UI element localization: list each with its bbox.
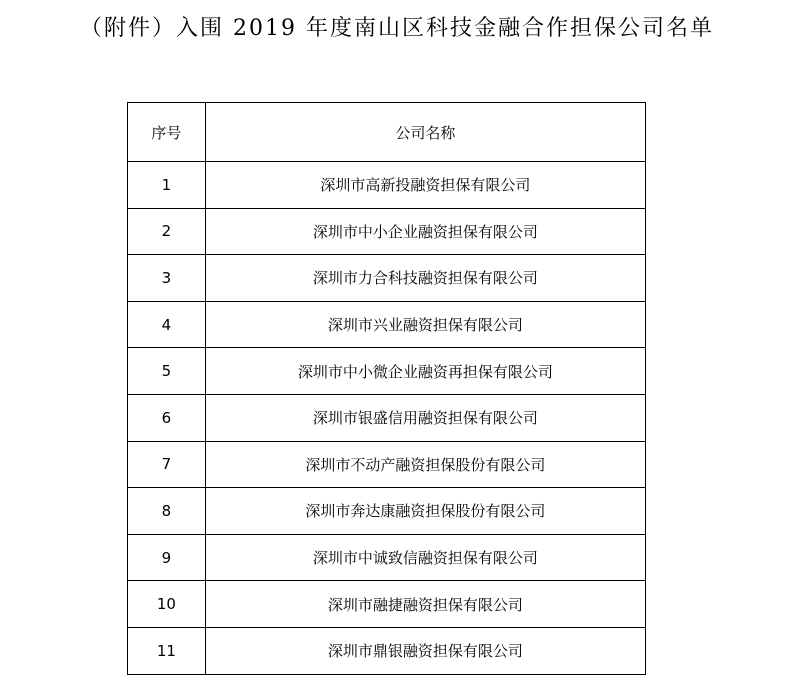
table-header-row — [128, 103, 646, 162]
row-company-name: 深圳市银盛信用融资担保有限公司 — [205, 394, 645, 441]
row-serial-number: 4 — [128, 301, 206, 348]
header-serial-number: 序号 — [128, 103, 206, 162]
company-list-table — [127, 102, 646, 675]
row-serial-number: 5 — [128, 348, 206, 395]
table-row — [128, 627, 646, 674]
row-company-name: 深圳市中诚致信融资担保有限公司 — [205, 534, 645, 581]
row-company-name: 深圳市中小企业融资担保有限公司 — [205, 208, 645, 255]
row-serial-number: 6 — [128, 394, 206, 441]
table-row — [128, 208, 646, 255]
table-row — [128, 581, 646, 628]
row-company-name: 深圳市鼎银融资担保有限公司 — [205, 627, 645, 674]
row-serial-number: 3 — [128, 255, 206, 302]
row-company-name: 深圳市融捷融资担保有限公司 — [205, 581, 645, 628]
table-row — [128, 162, 646, 209]
row-serial-number: 7 — [128, 441, 206, 488]
row-company-name: 深圳市力合科技融资担保有限公司 — [205, 255, 645, 302]
table-row — [128, 255, 646, 302]
row-company-name: 深圳市兴业融资担保有限公司 — [205, 301, 645, 348]
row-serial-number: 8 — [128, 488, 206, 535]
document-title: （附件）入围 2019 年度南山区科技金融合作担保公司名单 — [80, 16, 714, 41]
row-serial-number: 9 — [128, 534, 206, 581]
table-row — [128, 488, 646, 535]
header-company-name: 公司名称 — [205, 103, 645, 162]
row-serial-number: 2 — [128, 208, 206, 255]
row-serial-number: 1 — [128, 162, 206, 209]
row-company-name: 深圳市中小微企业融资再担保有限公司 — [205, 348, 645, 395]
table-row — [128, 534, 646, 581]
table-row — [128, 394, 646, 441]
row-serial-number: 11 — [128, 627, 206, 674]
row-company-name: 深圳市奔达康融资担保股份有限公司 — [205, 488, 645, 535]
table-row — [128, 301, 646, 348]
row-company-name: 深圳市不动产融资担保股份有限公司 — [205, 441, 645, 488]
table-row — [128, 441, 646, 488]
row-company-name: 深圳市高新投融资担保有限公司 — [205, 162, 645, 209]
table-row — [128, 348, 646, 395]
row-serial-number: 10 — [128, 581, 206, 628]
